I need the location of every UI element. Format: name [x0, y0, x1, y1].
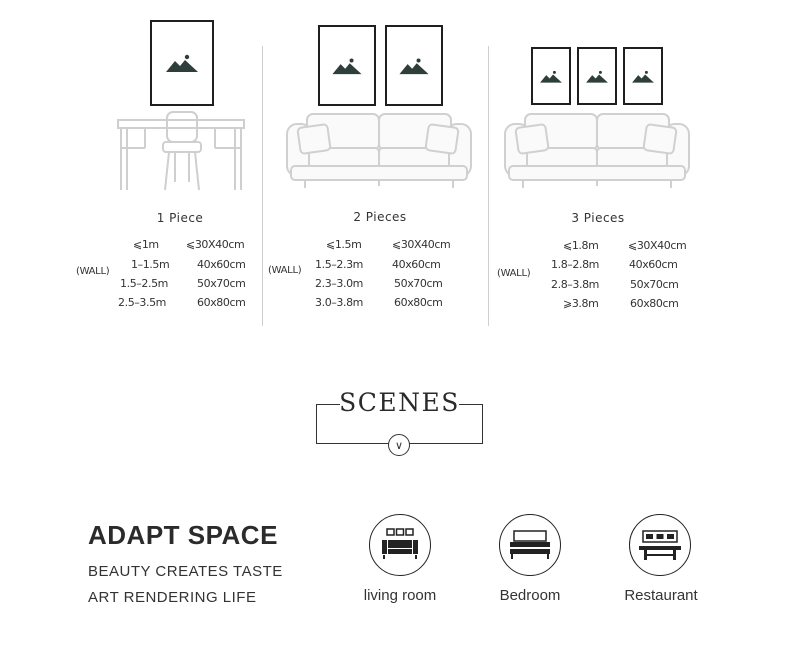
scene-label-bedroom[interactable]: Bedroom	[499, 587, 561, 604]
art-frame	[150, 20, 214, 106]
mountain-icon	[632, 69, 654, 84]
desk-chair-illustration	[115, 108, 247, 192]
wall-label: (WALL)	[76, 266, 110, 277]
wall-width: 3.0–3.8m	[315, 296, 364, 309]
frame-size: 60x80cm	[630, 297, 679, 310]
art-frame	[318, 25, 376, 106]
column-divider	[262, 46, 263, 326]
chevron-down-icon[interactable]: ∨	[388, 434, 410, 456]
art-frame	[531, 47, 571, 105]
wall-label: (WALL)	[268, 265, 302, 276]
wall-width: 1–1.5m	[131, 258, 170, 271]
mountain-icon	[332, 56, 362, 76]
wall-width: ⩽1m	[133, 238, 159, 251]
scene-label-living-room[interactable]: living room	[363, 587, 437, 604]
bedroom-icon[interactable]	[499, 514, 561, 576]
wall-label: (WALL)	[497, 268, 531, 279]
wall-width: 2.5–3.5m	[118, 296, 167, 309]
mountain-icon	[540, 69, 562, 84]
wall-width: ⩽1.8m	[563, 239, 599, 252]
frame-size: 50x70cm	[197, 277, 246, 290]
wall-width: 1.5–2.5m	[120, 277, 169, 290]
piece-title: 2 Pieces	[353, 210, 407, 224]
frame-size: 50x70cm	[394, 277, 443, 290]
wall-width: 2.8–3.8m	[551, 278, 600, 291]
piece-title: 1 Piece	[156, 211, 204, 225]
frame-size: 40x60cm	[197, 258, 246, 271]
frame-size: ⩽30X40cm	[392, 238, 451, 251]
art-frame	[385, 25, 443, 106]
sofa-illustration	[285, 110, 473, 190]
sofa-illustration	[503, 110, 691, 190]
adapt-tagline: BEAUTY CREATES TASTE	[88, 563, 283, 580]
mountain-icon	[166, 52, 198, 74]
piece-title: 3 Pieces	[571, 211, 625, 225]
mountain-icon	[586, 69, 608, 84]
frame-size: ⩽30X40cm	[628, 239, 687, 252]
column-divider	[488, 46, 489, 326]
scenes-title: SCENES	[339, 388, 460, 417]
art-frame	[623, 47, 663, 105]
frame-size: 50x70cm	[630, 278, 679, 291]
wall-width: ⩾3.8m	[563, 297, 599, 310]
wall-width: 1.8–2.8m	[551, 258, 600, 271]
wall-width: ⩽1.5m	[326, 238, 362, 251]
scene-label-restaurant[interactable]: Restaurant	[624, 587, 698, 604]
wall-width: 2.3–3.0m	[315, 277, 364, 290]
adapt-title: ADAPT SPACE	[88, 520, 278, 550]
living-room-icon[interactable]	[369, 514, 431, 576]
adapt-tagline: ART RENDERING LIFE	[88, 589, 257, 606]
frame-size: 40x60cm	[392, 258, 441, 271]
frame-size: 60x80cm	[394, 296, 443, 309]
wall-width: 1.5–2.3m	[315, 258, 364, 271]
frame-size: 60x80cm	[197, 296, 246, 309]
frame-size: 40x60cm	[629, 258, 678, 271]
mountain-icon	[399, 56, 429, 76]
restaurant-icon[interactable]	[629, 514, 691, 576]
art-frame	[577, 47, 617, 105]
frame-size: ⩽30X40cm	[186, 238, 245, 251]
